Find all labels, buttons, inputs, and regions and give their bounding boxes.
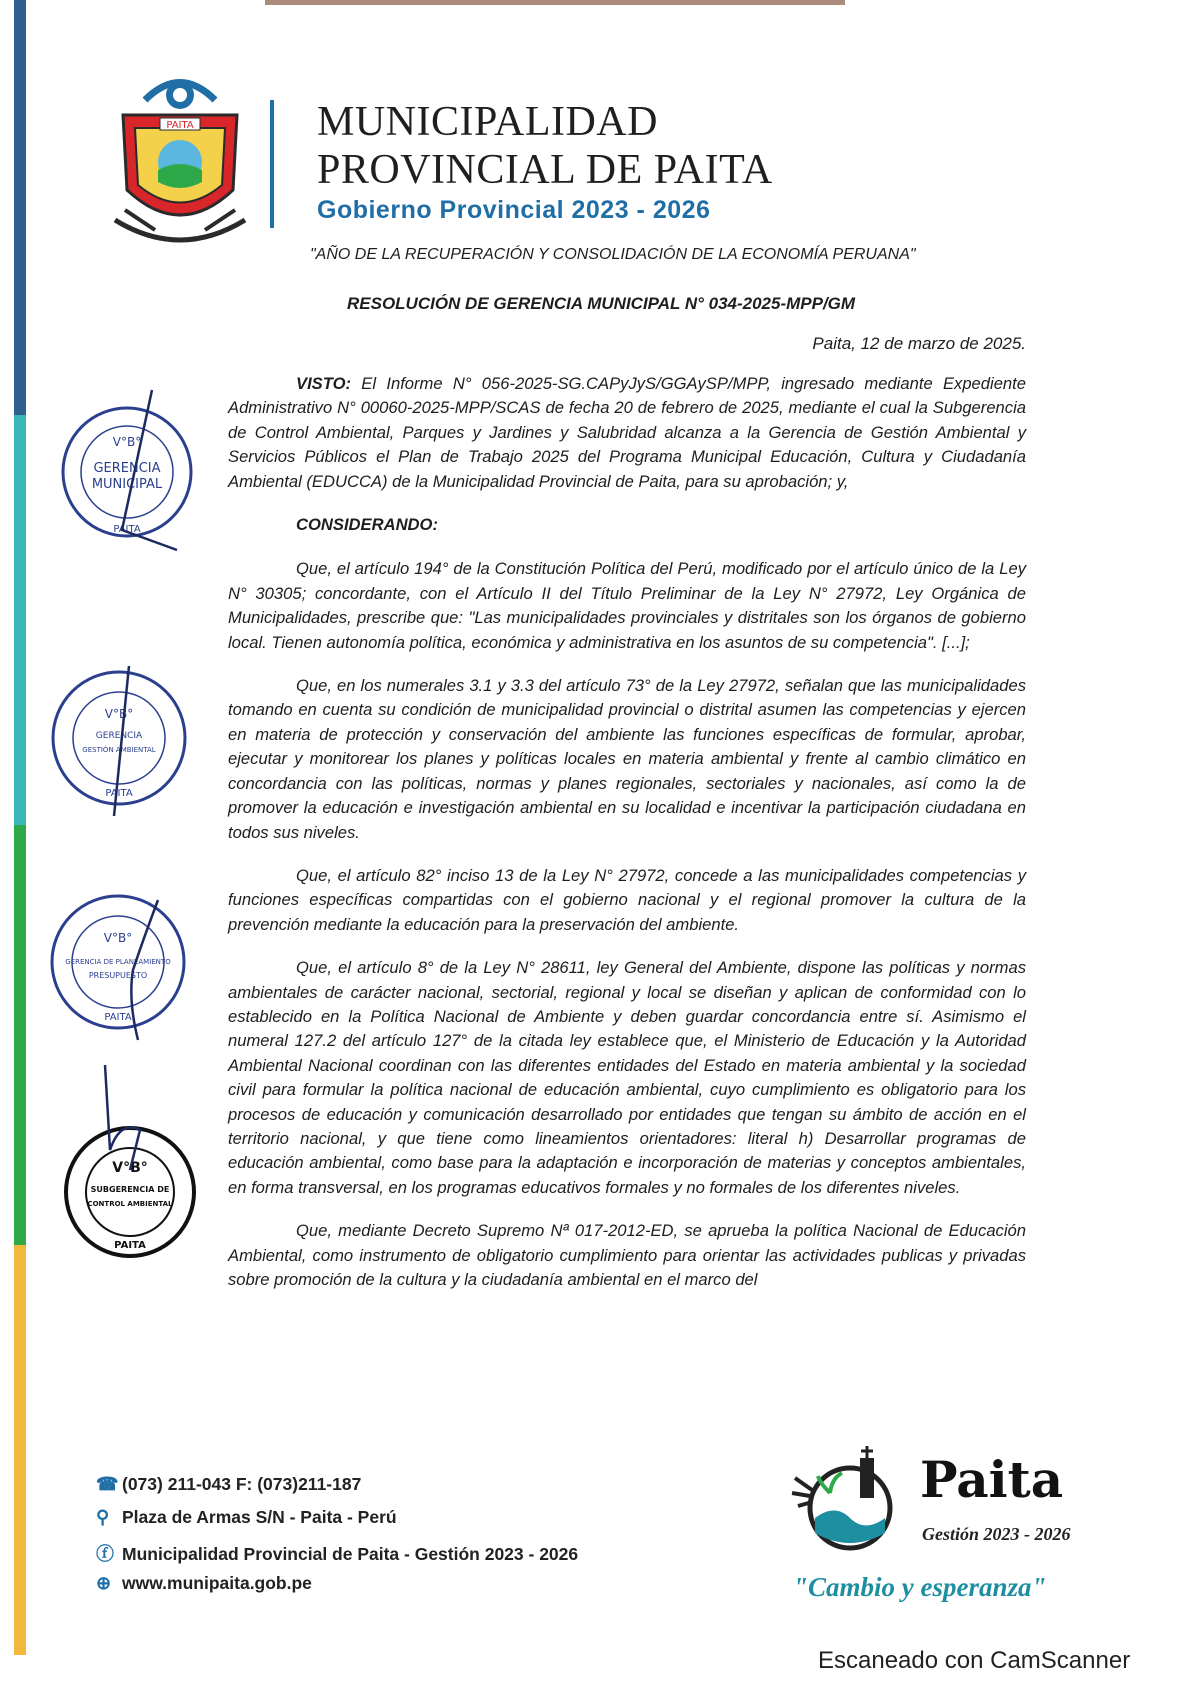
- svg-text:PRESUPUESTO: PRESUPUESTO: [88, 971, 148, 980]
- visto-paragraph: [228, 372, 1026, 494]
- resolution-number: RESOLUCIÓN DE GERENCIA MUNICIPAL N° 034-2025-MPP/GM: [347, 294, 856, 313]
- visto-text: El Informe N° 056-2025-SG.CAPyJyS/GGAySP/MPP, ingresado mediante Expediente Administrativo N° 00060-2025-MPP/SCAS de fecha 20 de febrero de 2025, mediante el cual la Subgerencia de Control Ambiental, Parques y Jardines y Salubridad alcanza a la Gerencia de Gestión Ambiental y Servicios Públicos el Plan de Trabajo 2025 del Programa Municipal Educación, Cultura y Ciudadanía Ambiental (EDUCCA) de la Municipalidad Provincial de Paita, para su aprobación; y,: [228, 374, 1026, 491]
- approval-stamp-gestion-ambiental: [44, 656, 194, 826]
- side-band-blue: [14, 0, 26, 415]
- paragraph: Que, mediante Decreto Supremo Nª 017-2012-ED, se aprueba la política Nacional de Educación Ambiental, como instrumento de obligatorio cumplimiento para orientar las actividades publicas y privadas sobre promoción de la cultura y la ciudadanía ambiental en el marco del: [228, 1221, 1026, 1289]
- footer-brand: Paita: [920, 1450, 1064, 1509]
- svg-text:GERENCIA: GERENCIA: [93, 461, 161, 476]
- year-motto: "AÑO DE LA RECUPERACIÓN Y CONSOLIDACIÓN DE LA ECONOMÍA PERUANA": [310, 246, 916, 263]
- svg-text:SUBGERENCIA DE: SUBGERENCIA DE: [90, 1185, 170, 1194]
- svg-text:GESTIÓN AMBIENTAL: GESTIÓN AMBIENTAL: [82, 746, 156, 754]
- footer-slogan: "Cambio y esperanza": [793, 1572, 1047, 1602]
- globe-icon: ⊕: [96, 1573, 112, 1593]
- footer-facebook: ⓕ Municipalidad Provincial de Paita - Gestión 2023 - 2026: [96, 1540, 578, 1566]
- header-divider: [270, 100, 274, 228]
- header-title-line2: PROVINCIAL DE PAITA: [317, 147, 773, 193]
- svg-text:GERENCIA DE PLANEAMIENTO: GERENCIA DE PLANEAMIENTO: [65, 958, 171, 966]
- approval-stamp-subgerencia: [50, 1060, 210, 1270]
- svg-text:V°B°: V°B°: [112, 1160, 148, 1176]
- paragraph: Que, el artículo 194° de la Constitución Política del Perú, modificado por el artículo único de la Ley N° 30305; concordante, con el Artículo II del Título Preliminar de la Ley N° 27972, Ley Orgánica de Municipalidades, prescribe que: "Las municipalidades provinciales y distritales son los órganos de gobierno local. Tienen autonomía política, económica y administrativa en los asuntos de su competencia". [...];: [228, 559, 1026, 652]
- phone-icon: ☎: [96, 1474, 119, 1494]
- footer-website[interactable]: ⊕ www.munipaita.gob.pe: [96, 1573, 312, 1593]
- svg-text:V°B°: V°B°: [104, 707, 134, 721]
- visto-label: VISTO:: [296, 374, 352, 393]
- municipal-crest-icon: [105, 70, 255, 255]
- svg-text:MUNICIPAL: MUNICIPAL: [91, 477, 163, 492]
- paragraph: Que, el artículo 8° de la Ley N° 28611, ley General del Ambiente, dispone las políticas y normas ambientales de carácter nacional, sectorial, regional y local se diseñan y aplican de conformidad con lo establecido en la Política Nacional de Ambiente y deben guardar concordancia entre sí. Asimismo el numeral 127.2 del artículo 127° de la citada ley establece que, el Ministerio de Educación y la Autoridad Ambiental Nacional coordinan con las diferentes entidades del Estado en materia ambiental y la sociedad civil para formular la política nacional de educación ambiental, cuyo cumplimiento es obligatorio para los procesos de educación y comunicación desarrollado por entidades que tengan su ámbito de acción en el territorio nacional, y que tiene como lineamientos orientadores: literal h) Desarrollar programas de educación ambiental, como base para la adaptación e incorporación de materias y conceptos ambientales, en forma transversal, en los programas educativos formales y no formales de los diferentes niveles.: [228, 958, 1026, 1197]
- paita-logo-icon: [790, 1438, 910, 1558]
- scanner-watermark: Escaneado con CamScanner: [818, 1647, 1131, 1674]
- svg-text:PAITA: PAITA: [104, 1012, 132, 1023]
- svg-text:V°B°: V°B°: [103, 931, 133, 945]
- svg-text:PAITA: PAITA: [105, 788, 133, 799]
- side-band-teal: [14, 415, 26, 825]
- approval-stamp-planeamiento: [38, 880, 188, 1050]
- side-band-yellow: [14, 1245, 26, 1655]
- paragraph: Que, el artículo 82° inciso 13 de la Ley N° 27972, concede a las municipalidades competencias y funciones específicas compartidas con el gobierno nacional y el regional promover la cultura de la prevención mediante la educación para la preservación del ambiente.: [228, 865, 1026, 934]
- svg-text:PAITA: PAITA: [166, 120, 194, 131]
- svg-text:PAITA: PAITA: [114, 1240, 146, 1251]
- top-edge-line: [265, 0, 845, 5]
- svg-text:CONTROL AMBIENTAL: CONTROL AMBIENTAL: [87, 1200, 173, 1208]
- footer-address: ⚲ Plaza de Armas S/N - Paita - Perú: [96, 1507, 397, 1527]
- svg-text:V°B°: V°B°: [112, 435, 142, 449]
- facebook-icon: ⓕ: [96, 1544, 114, 1564]
- document-body: [228, 372, 1026, 1311]
- svg-text:PAITA: PAITA: [113, 524, 141, 535]
- document-date: Paita, 12 de marzo de 2025.: [812, 334, 1026, 353]
- paragraph: Que, en los numerales 3.1 y 3.3 del artículo 73° de la Ley 27972, señalan que las municipalidades tomando en cuenta su condición de municipalidad provincial o distrital asumen las competencias y ejercen en materia de protección y conservación del ambiente las funciones específicas de formular, aprobar, ejecutar y monitorear los planes y políticas locales en materia ambiental y frente al cambio climático en concordancia con las políticas, normas y planes regionales, sectoriales y nacionales, así como la de promover la educación e investigación ambiental en su localidad e incentivar la participación ciudadana en todos sus niveles.: [228, 676, 1026, 842]
- side-band-green: [14, 825, 26, 1245]
- considerando-heading: CONSIDERANDO:: [296, 515, 438, 535]
- header-title-line1: MUNICIPALIDAD: [317, 99, 658, 145]
- footer-phone: ☎ (073) 211-043 F: (073)211-187: [96, 1474, 362, 1494]
- location-pin-icon: ⚲: [96, 1507, 110, 1527]
- footer-gestion: Gestión 2023 - 2026: [922, 1524, 1071, 1544]
- header-subtitle: Gobierno Provincial 2023 - 2026: [317, 196, 711, 224]
- svg-text:GERENCIA: GERENCIA: [95, 731, 143, 741]
- approval-stamp-gerencia-municipal: [52, 380, 202, 560]
